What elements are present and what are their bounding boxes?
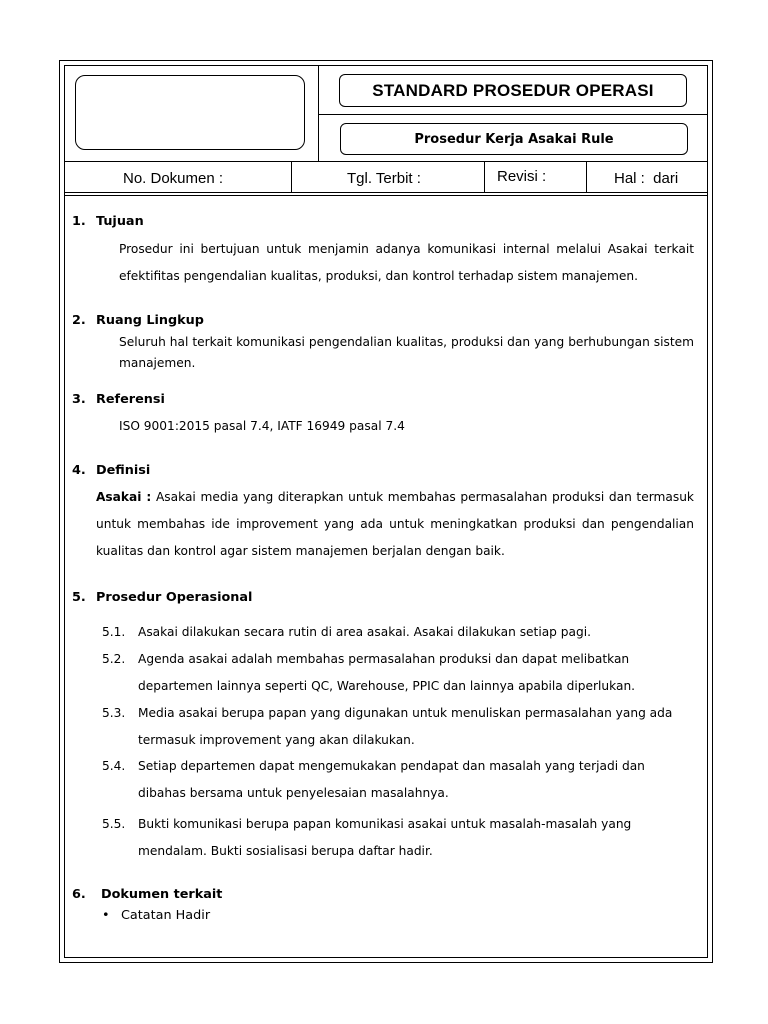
section-1-text: Prosedur ini bertujuan untuk menjamin adanya komunikasi internal melalui Asakai terkait efektifitas pengendalian kualitas, produksi, dan kontrol terhadap sistem manajemen. xyxy=(119,242,694,283)
section-3-text: ISO 9001:2015 pasal 7.4, IATF 16949 pasal 7.4 xyxy=(119,419,405,433)
procedure-item-number: 5.2. xyxy=(102,652,126,666)
section-title: Definisi xyxy=(96,463,151,478)
section-title: Dokumen terkait xyxy=(101,887,223,902)
procedure-item-number: 5.1. xyxy=(102,625,126,639)
section-number: 5. xyxy=(72,590,86,605)
definition-text: Asakai media yang diterapkan untuk membahas permasalahan produksi dan termasuk untuk membahas ide improvement yang ada untuk meningkatkan produksi dan pengendalian kualitas dan kontrol agar sistem manajemen berjalan dengan baik. xyxy=(96,490,694,558)
document-subtitle: Prosedur Kerja Asakai Rule xyxy=(340,123,688,155)
section-title: Tujuan xyxy=(96,214,144,229)
section-2-text: Seluruh hal terkait komunikasi pengendalian kualitas, produksi dan yang berhubungan sistem manajemen. xyxy=(119,335,694,370)
related-document-text: Catatan Hadir xyxy=(121,908,211,923)
meta-hal: Hal : dari xyxy=(614,170,679,187)
procedure-item-text: Setiap departemen dapat mengemukakan pendapat dan masalah yang terjadi dan dibahas bersama untuk penyelesaian masalahnya. xyxy=(138,759,645,800)
section-2-heading xyxy=(72,313,204,328)
procedure-item-text: Agenda asakai adalah membahas permasalahan produksi dan dapat melibatkan departemen lainnya seperti QC, Warehouse, PPIC dan lainnya apabila diperlukan. xyxy=(138,652,636,693)
section-number: 3. xyxy=(72,392,86,407)
section-number: 1. xyxy=(72,214,86,229)
meta-divider-2 xyxy=(484,161,485,193)
header-divider-bottom xyxy=(64,161,708,162)
procedure-item-text: Asakai dilakukan secara rutin di area asakai. Asakai dilakukan setiap pagi. xyxy=(138,625,591,639)
logo-placeholder xyxy=(75,75,305,150)
meta-no-dokumen: No. Dokumen : xyxy=(123,170,224,187)
section-6-heading xyxy=(72,887,222,902)
procedure-item-number: 5.5. xyxy=(102,817,126,831)
header-divider-middle xyxy=(318,114,708,115)
related-document-item xyxy=(102,908,210,923)
section-1-heading xyxy=(72,214,144,229)
section-4-text xyxy=(96,484,694,565)
meta-divider-3 xyxy=(586,161,587,193)
section-3-heading xyxy=(72,392,165,407)
header-divider-vertical xyxy=(318,65,319,161)
section-number: 2. xyxy=(72,313,86,328)
procedure-item-text: Bukti komunikasi berupa papan komunikasi asakai untuk masalah-masalah yang mendalam. Bukti sosialisasi berupa daftar hadir. xyxy=(138,817,632,858)
section-title: Ruang Lingkup xyxy=(96,313,204,328)
procedure-item-number: 5.4. xyxy=(102,759,126,773)
section-number: 6. xyxy=(72,887,86,902)
section-number: 4. xyxy=(72,463,86,478)
procedure-item-number: 5.3. xyxy=(102,706,126,720)
meta-row-bottom xyxy=(64,192,708,193)
document-title: STANDARD PROSEDUR OPERASI xyxy=(339,74,687,107)
procedure-item-text: Media asakai berupa papan yang digunakan untuk menuliskan permasalahan yang ada termasuk improvement yang akan dilakukan. xyxy=(138,706,673,747)
section-5-heading xyxy=(72,590,252,605)
section-title: Prosedur Operasional xyxy=(96,590,253,605)
meta-revisi: Revisi : xyxy=(497,168,547,185)
definition-term: Asakai : xyxy=(96,490,152,504)
meta-tgl-terbit: Tgl. Terbit : xyxy=(347,170,421,187)
bullet-glyph: • xyxy=(102,908,110,923)
section-title: Referensi xyxy=(96,392,165,407)
meta-divider-1 xyxy=(291,161,292,193)
meta-row-bottom-2 xyxy=(64,195,708,196)
section-4-heading xyxy=(72,463,150,478)
